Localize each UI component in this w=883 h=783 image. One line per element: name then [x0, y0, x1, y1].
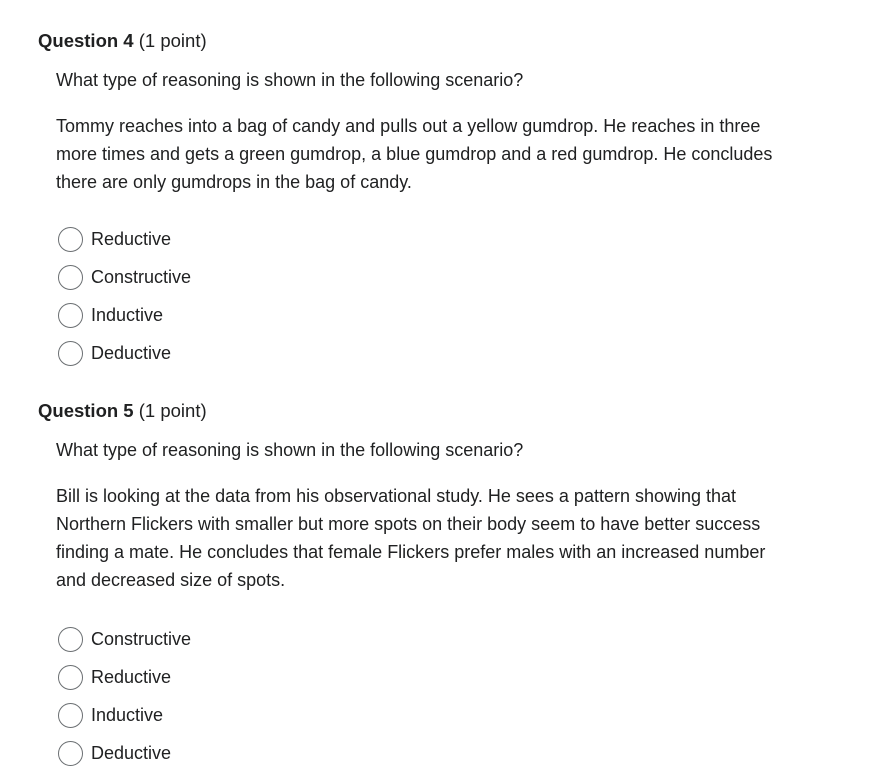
answer-option-label: Constructive — [91, 629, 192, 649]
answer-option[interactable] — [56, 258, 858, 296]
question-prompt: What type of reasoning is shown in the following scenario? — [56, 70, 524, 90]
answer-options — [56, 220, 858, 372]
radio-button[interactable] — [58, 627, 83, 652]
answer-option[interactable] — [56, 696, 858, 734]
question-prompt: What type of reasoning is shown in the following scenario? — [56, 440, 524, 460]
question-4 — [38, 28, 858, 372]
radio-button[interactable] — [58, 265, 83, 290]
question-body — [56, 436, 858, 772]
answer-option-label: Deductive — [91, 343, 172, 363]
question-5 — [38, 398, 858, 772]
radio-button[interactable] — [58, 227, 83, 252]
answer-option-label: Reductive — [91, 667, 172, 687]
radio-button[interactable] — [58, 341, 83, 366]
question-header — [38, 28, 858, 54]
radio-button[interactable] — [58, 703, 83, 728]
answer-option[interactable] — [56, 620, 858, 658]
answer-option[interactable] — [56, 734, 858, 772]
answer-option[interactable] — [56, 296, 858, 334]
radio-button[interactable] — [58, 665, 83, 690]
radio-button[interactable] — [58, 303, 83, 328]
question-body — [56, 66, 858, 372]
question-title: Question 4 — [38, 30, 134, 51]
question-scenario: Bill is looking at the data from his observational study. He sees a pattern showing that Northern Flickers with smaller but more spots on their body seem to have better success finding a mate. He concludes that female Flickers prefer males with an increased number and decreased size of spots. — [56, 486, 766, 590]
answer-option-label: Inductive — [91, 305, 164, 325]
answer-option-label: Deductive — [91, 743, 172, 763]
answer-options — [56, 620, 858, 772]
answer-option-label: Constructive — [91, 267, 192, 287]
question-title: Question 5 — [38, 400, 134, 421]
question-points: (1 point) — [138, 400, 207, 421]
answer-option[interactable] — [56, 220, 858, 258]
answer-option[interactable] — [56, 658, 858, 696]
answer-option[interactable] — [56, 334, 858, 372]
question-scenario: Tommy reaches into a bag of candy and pulls out a yellow gumdrop. He reaches in three more times and gets a green gumdrop, a blue gumdrop and a red gumdrop. He concludes there are only gumdrops in the bag of candy. — [56, 116, 773, 192]
answer-option-label: Reductive — [91, 229, 172, 249]
answer-option-label: Inductive — [91, 705, 164, 725]
question-points: (1 point) — [138, 30, 207, 51]
question-header — [38, 398, 858, 424]
radio-button[interactable] — [58, 741, 83, 766]
